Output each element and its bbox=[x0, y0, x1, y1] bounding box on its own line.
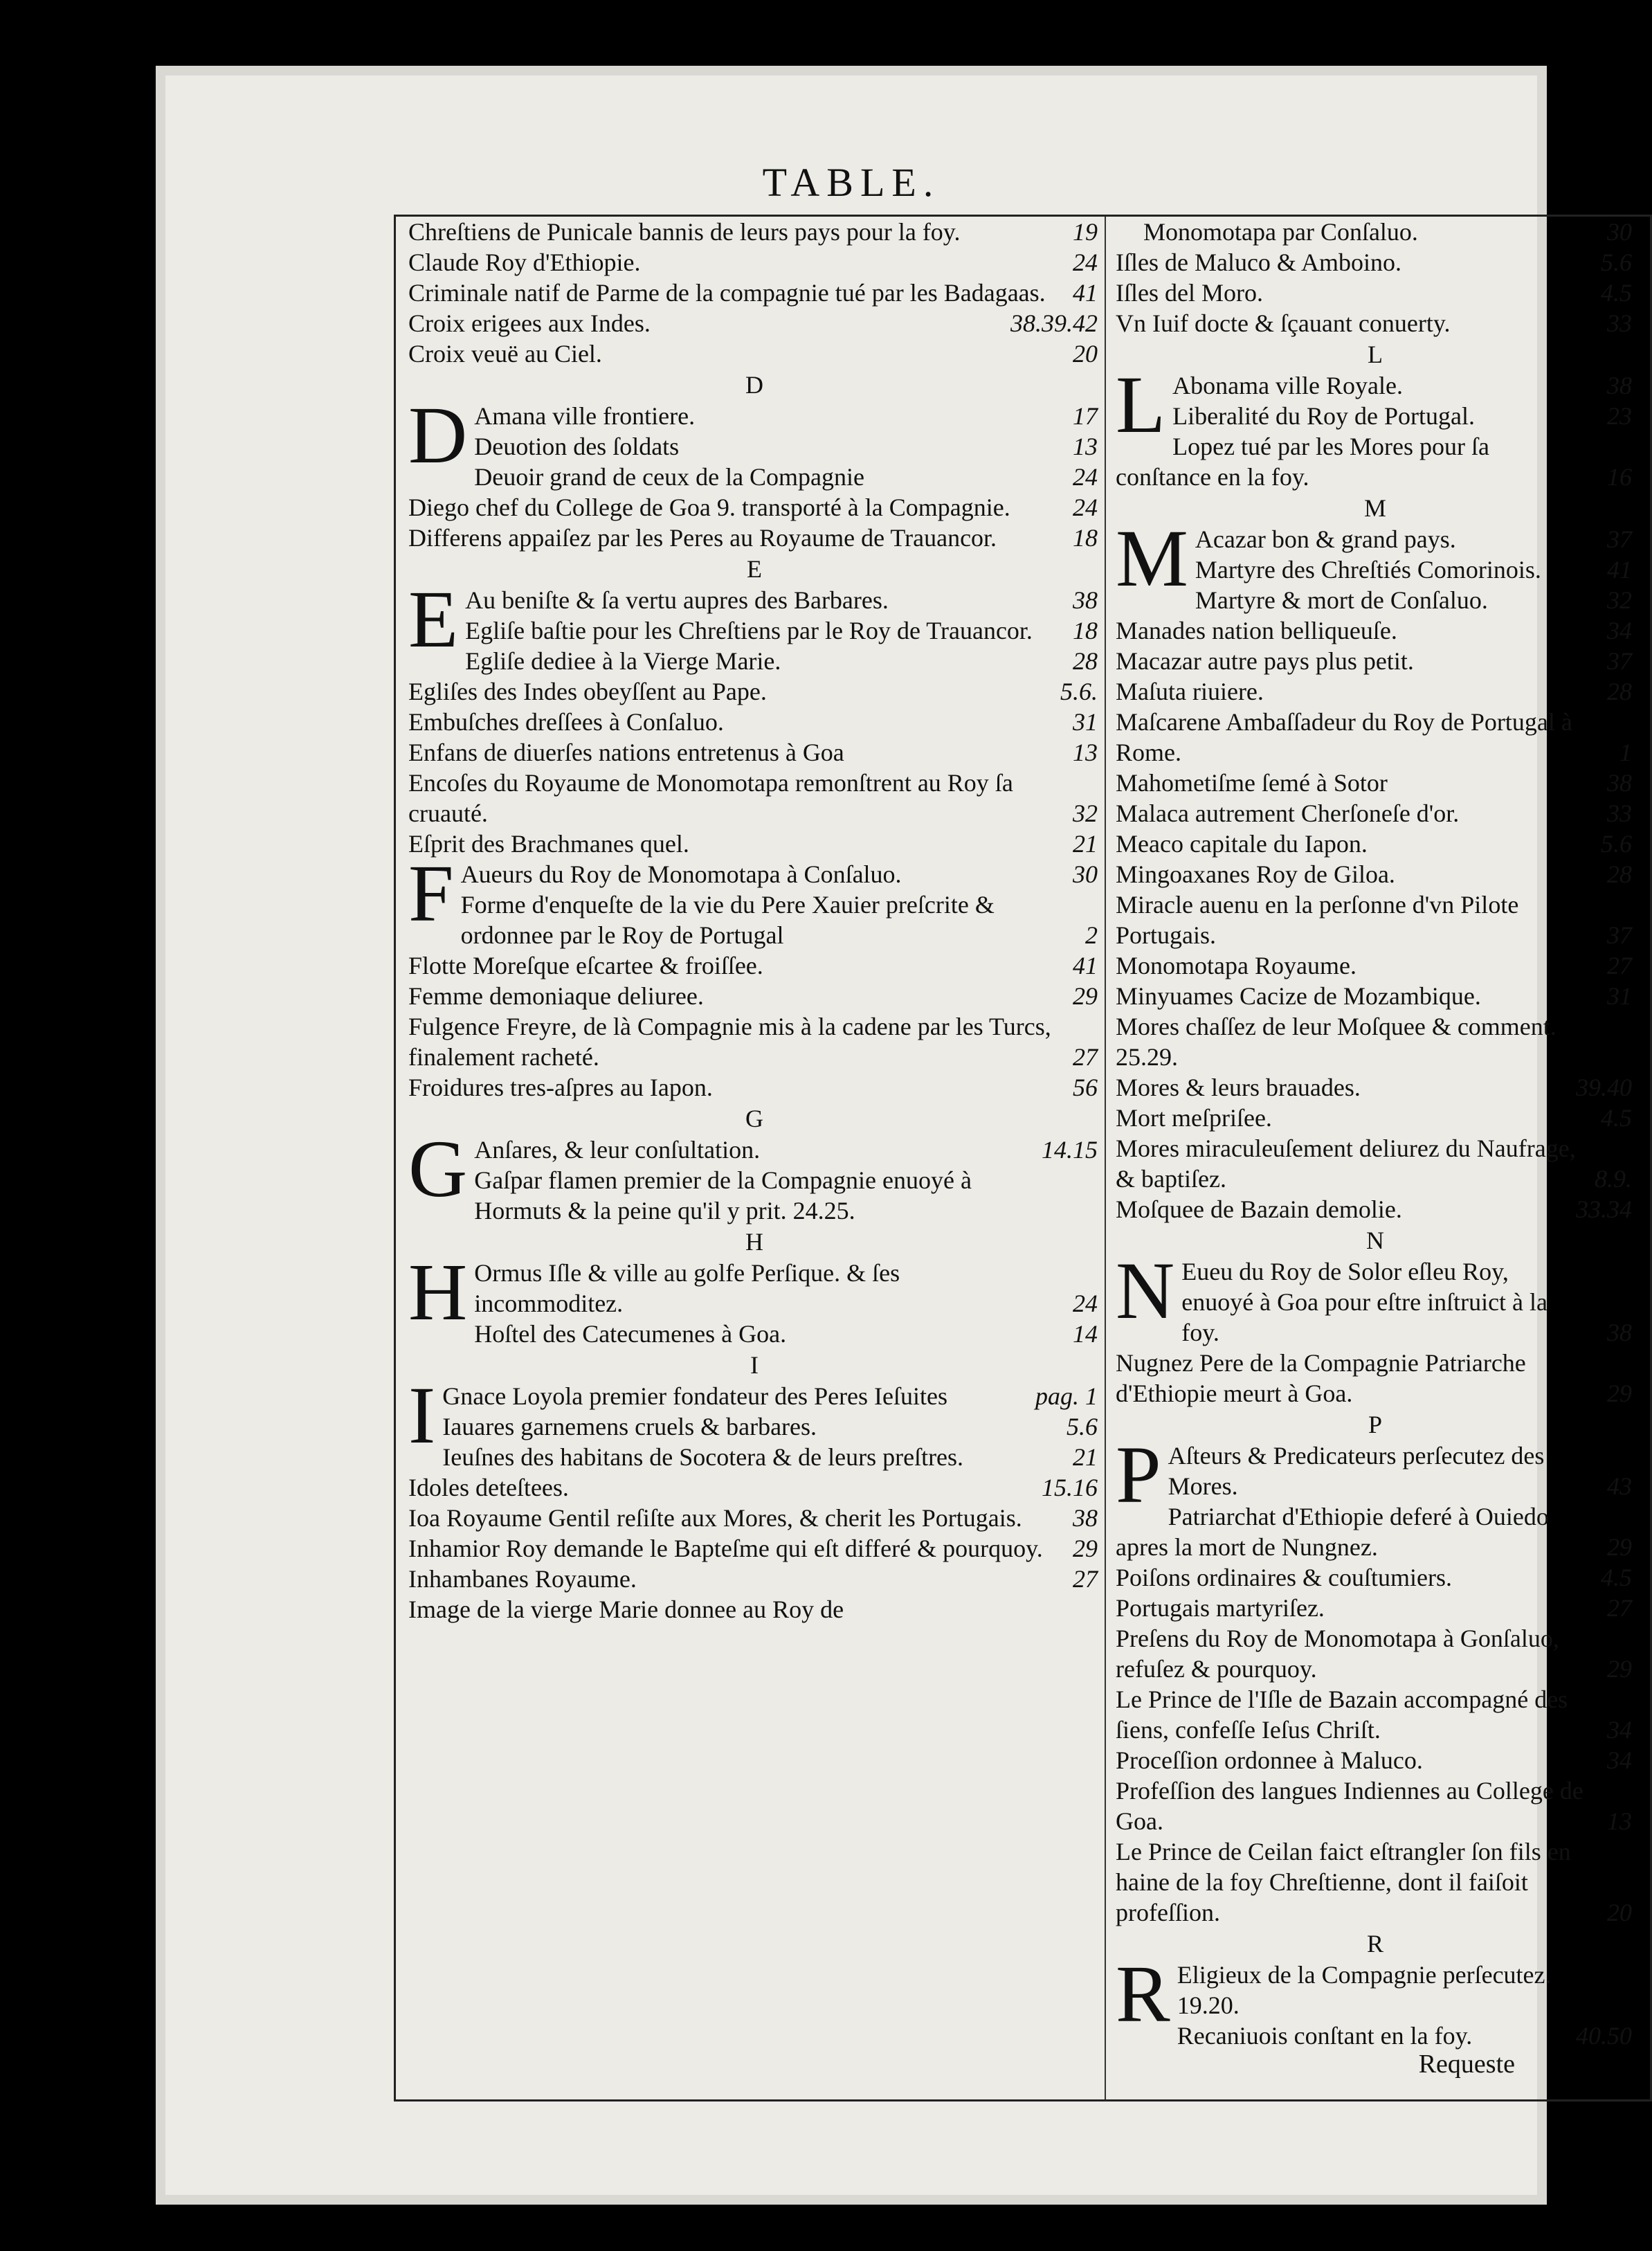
index-entry bbox=[408, 889, 1100, 950]
page-number: 24 bbox=[1073, 494, 1098, 521]
entry-text: Meaco capitale du Iapon. bbox=[1116, 830, 1368, 858]
page-number: 38.39.42 bbox=[1010, 309, 1098, 337]
page-number: 41 bbox=[1073, 279, 1098, 307]
index-entry bbox=[1116, 585, 1635, 615]
page-number: 37 bbox=[1607, 921, 1632, 949]
index-entry bbox=[1116, 829, 1635, 859]
entry-text: Mores miraculeuſement deliurez du Naufrage, & baptiſez. bbox=[1116, 1134, 1576, 1193]
index-entry bbox=[408, 278, 1100, 308]
section-letter: M bbox=[1363, 494, 1386, 522]
entry-text: Gaſpar flamen premier de la Compagnie enuoyé à Hormuts & la peine qu'il y prit. 24.25. bbox=[474, 1166, 972, 1224]
entry-text: Croix erigees aux Indes. bbox=[408, 309, 651, 337]
book-page bbox=[156, 66, 1632, 2205]
index-entry bbox=[1116, 1623, 1635, 1684]
entry-text: Vn Iuif docte & ſçauant conuerty. bbox=[1116, 309, 1451, 337]
entry-text: Abonama ville Royale. bbox=[1172, 372, 1404, 399]
entry-text: Eligieux de la Compagnie perſecutez. 19.20. bbox=[1177, 1961, 1552, 2019]
page-number: 20 bbox=[1607, 1899, 1632, 1926]
index-entry bbox=[1116, 1072, 1635, 1103]
page-number: 24 bbox=[1073, 463, 1098, 491]
entry-text: Idoles deteſtees. bbox=[408, 1474, 569, 1501]
page-number: 19 bbox=[1073, 218, 1098, 246]
index-entry bbox=[1116, 1245, 1635, 1348]
entry-text: Froidures tres-aſpres au Iapon. bbox=[408, 1074, 713, 1101]
index-column-right bbox=[1116, 217, 1635, 2099]
entry-text: Deuotion des ſoldats bbox=[474, 433, 680, 460]
page-number: 29 bbox=[1073, 982, 1098, 1010]
section-letter: H bbox=[745, 1228, 763, 1256]
entry-text: Lopez tué par les Mores pour ſa conſtance en la foy. bbox=[1116, 433, 1489, 491]
index-entry bbox=[408, 1533, 1100, 1564]
entry-text: Differens appaiſez par les Peres au Royaume de Trauancor. bbox=[408, 524, 997, 552]
page-number: 38 bbox=[1073, 586, 1098, 614]
drop-initial: L bbox=[1116, 359, 1166, 450]
entry-text: Monomotapa par Conſaluo. bbox=[1143, 218, 1418, 246]
page-number: 5.6 bbox=[1601, 830, 1632, 858]
page-number: 29 bbox=[1607, 1380, 1632, 1407]
page-number: 38 bbox=[1607, 769, 1632, 797]
index-entry bbox=[408, 1134, 1100, 1165]
page-number: 29 bbox=[1607, 1533, 1632, 1561]
index-entry bbox=[1116, 676, 1635, 707]
index-entry bbox=[408, 676, 1100, 707]
section-letter: L bbox=[1368, 341, 1383, 368]
index-entry bbox=[408, 1381, 1100, 1411]
index-entry bbox=[408, 431, 1100, 462]
page-number: 13 bbox=[1607, 1807, 1632, 1835]
index-entry bbox=[1116, 859, 1635, 889]
page-number: 27 bbox=[1073, 1565, 1098, 1593]
index-entry bbox=[1116, 1960, 1635, 2021]
column-divider bbox=[1105, 217, 1106, 2099]
index-entry bbox=[408, 1503, 1100, 1533]
entry-text: Chreſtiens de Punicale bannis de leurs pays pour la foy. bbox=[408, 218, 961, 246]
index-entry bbox=[408, 217, 1100, 247]
index-entry bbox=[1116, 217, 1635, 247]
page-number: 29 bbox=[1073, 1535, 1098, 1562]
index-entry bbox=[408, 859, 1100, 889]
entry-text: Amana ville frontiere. bbox=[474, 402, 696, 430]
section-letter: I bbox=[750, 1351, 759, 1379]
index-entry bbox=[408, 1564, 1100, 1594]
page-number: 39.40 bbox=[1576, 1074, 1632, 1101]
index-entry bbox=[1116, 1133, 1635, 1194]
index-entry bbox=[1116, 1440, 1635, 1501]
entry-text: Croix veuë au Ciel. bbox=[408, 340, 602, 368]
page-number: 32 bbox=[1073, 799, 1098, 827]
index-entry bbox=[1116, 889, 1635, 950]
page-number: 5.6 bbox=[1601, 248, 1632, 276]
page-title: TABLE. bbox=[762, 160, 941, 205]
entry-text: Femme demoniaque deliuree. bbox=[408, 982, 704, 1010]
index-entry bbox=[1116, 768, 1635, 798]
page-number: 18 bbox=[1073, 524, 1098, 552]
entry-text: Malaca autrement Cherſoneſe d'or. bbox=[1116, 799, 1460, 827]
index-entry bbox=[408, 1319, 1100, 1349]
index-entry bbox=[1116, 1194, 1635, 1224]
entry-text: Proceſſion ordonnee à Maluco. bbox=[1116, 1746, 1423, 1774]
page-number: 28 bbox=[1607, 860, 1632, 888]
index-entry bbox=[1116, 798, 1635, 829]
index-entry bbox=[1116, 981, 1635, 1011]
page-number: 16 bbox=[1607, 463, 1632, 491]
entry-text: Iſles de Maluco & Amboino. bbox=[1116, 248, 1401, 276]
drop-initial: H bbox=[408, 1247, 468, 1337]
entry-text: Fulgence Freyre, de là Compagnie mis à la cadene par les Turcs, finalement racheté. bbox=[408, 1013, 1051, 1071]
index-entry bbox=[1116, 1103, 1635, 1133]
entry-text: Aueurs du Roy de Monomotapa à Conſaluo. bbox=[460, 860, 902, 888]
entry-text: Claude Roy d'Ethiopie. bbox=[408, 248, 641, 276]
index-entry bbox=[1116, 1562, 1635, 1593]
entry-text: Profeſſion des langues Indiennes au College de Goa. bbox=[1116, 1777, 1583, 1835]
index-entry bbox=[1116, 1348, 1635, 1409]
drop-initial: G bbox=[408, 1123, 468, 1214]
page-number: 27 bbox=[1607, 952, 1632, 979]
page-number: 38 bbox=[1073, 1504, 1098, 1532]
drop-initial: I bbox=[408, 1370, 436, 1461]
page-number: 37 bbox=[1607, 525, 1632, 553]
index-entry bbox=[408, 1442, 1100, 1472]
page-number: 33 bbox=[1607, 799, 1632, 827]
page-number: 43 bbox=[1607, 1472, 1632, 1500]
entry-text: Anſares, & leur conſultation. bbox=[474, 1136, 761, 1164]
page-number: 23 bbox=[1607, 402, 1632, 430]
page-number: 27 bbox=[1607, 1594, 1632, 1622]
entry-text: Patriarchat d'Ethiopie deferé à Ouiedo apres la mort de Nungnez. bbox=[1116, 1503, 1549, 1561]
page-number: 34 bbox=[1607, 1716, 1632, 1744]
drop-initial: N bbox=[1116, 1245, 1175, 1336]
index-entry bbox=[1116, 431, 1635, 492]
page-number: 24 bbox=[1073, 248, 1098, 276]
page-number: 1 bbox=[1619, 739, 1632, 766]
catchword: Requeste bbox=[1418, 2050, 1515, 2079]
page-number: 56 bbox=[1073, 1074, 1098, 1101]
index-entry bbox=[408, 829, 1100, 859]
index-entry bbox=[408, 462, 1100, 492]
page-number: 31 bbox=[1607, 982, 1632, 1010]
drop-initial: F bbox=[408, 848, 454, 939]
entry-text: Aſteurs & Predicateurs perſecutez des Mores. bbox=[1168, 1442, 1545, 1500]
index-entry bbox=[408, 1165, 1100, 1226]
entry-text: Portugais martyriſez. bbox=[1116, 1594, 1325, 1622]
entry-text: Poiſons ordinaires & couſtumiers. bbox=[1116, 1564, 1452, 1591]
entry-text: Hoſtel des Catecumenes à Goa. bbox=[474, 1320, 787, 1348]
drop-initial: P bbox=[1116, 1429, 1161, 1520]
index-entry bbox=[1116, 401, 1635, 431]
entry-text: Maſcarene Ambaſſadeur du Roy de Portugal à Rome. bbox=[1116, 708, 1572, 766]
index-entry bbox=[1116, 278, 1635, 308]
index-entry bbox=[1116, 646, 1635, 676]
entry-text: Monomotapa Royaume. bbox=[1116, 952, 1356, 979]
index-entry bbox=[1116, 1836, 1635, 1928]
index-entry bbox=[408, 401, 1100, 431]
page-number: 32 bbox=[1607, 586, 1632, 614]
page-number: 33 bbox=[1607, 309, 1632, 337]
section-letter: N bbox=[1366, 1227, 1384, 1254]
entry-text: Encoſes du Royaume de Monomotapa remonſtrent au Roy ſa cruauté. bbox=[408, 769, 1013, 827]
entry-text: Criminale natif de Parme de la compagnie tué par les Badagaas. bbox=[408, 279, 1046, 307]
index-entry bbox=[408, 1594, 1100, 1625]
entry-text: Iſles del Moro. bbox=[1116, 279, 1263, 307]
index-entry bbox=[408, 981, 1100, 1011]
entry-text: Martyre & mort de Conſaluo. bbox=[1195, 586, 1488, 614]
index-entry bbox=[408, 492, 1100, 523]
entry-text: Le Prince de Ceilan faict eſtrangler ſon fils en haine de la foy Chreſtienne, dont il faiſoit profeſſion. bbox=[1116, 1838, 1571, 1926]
page-number: 34 bbox=[1607, 1746, 1632, 1774]
page-number: 34 bbox=[1607, 617, 1632, 644]
index-entry bbox=[408, 1072, 1100, 1103]
entry-text: Preſens du Roy de Monomotapa à Gonſaluo, refuſez & pourquoy. bbox=[1116, 1625, 1559, 1683]
page-number: pag. 1 bbox=[1035, 1382, 1098, 1410]
index-entry bbox=[408, 585, 1100, 615]
page-number: 29 bbox=[1607, 1655, 1632, 1683]
index-entry bbox=[1116, 1775, 1635, 1836]
entry-text: Au beniſte & ſa vertu aupres des Barbares. bbox=[465, 586, 889, 614]
page-number: 2 bbox=[1085, 921, 1098, 949]
index-entry bbox=[408, 1411, 1100, 1442]
drop-initial: M bbox=[1116, 513, 1188, 604]
page-number: 5.6. bbox=[1060, 678, 1098, 705]
section-letter: R bbox=[1366, 1930, 1383, 1958]
index-entry bbox=[408, 737, 1100, 768]
page-number: 17 bbox=[1073, 402, 1098, 430]
section-group bbox=[1116, 1429, 1635, 1520]
page-number: 4.5 bbox=[1601, 1564, 1632, 1591]
page-number: 14 bbox=[1073, 1320, 1098, 1348]
index-entry bbox=[408, 338, 1100, 369]
index-entry bbox=[408, 1472, 1100, 1503]
entry-text: Mort meſpriſee. bbox=[1116, 1104, 1272, 1132]
entry-text: Image de la vierge Marie donnee au Roy de bbox=[408, 1595, 844, 1623]
index-entry bbox=[408, 768, 1100, 829]
page-number: 30 bbox=[1607, 218, 1632, 246]
entry-text: Mingoaxanes Roy de Giloa. bbox=[1116, 860, 1395, 888]
entry-text: Deuoir grand de ceux de la Compagnie bbox=[474, 463, 865, 491]
index-entry bbox=[1116, 615, 1635, 646]
entry-text: Recaniuois conſtant en la foy. bbox=[1177, 2022, 1473, 2050]
index-frame bbox=[394, 215, 1652, 2101]
section-letter: D bbox=[745, 371, 763, 399]
section-group bbox=[1116, 1245, 1635, 1348]
entry-text: Minyuames Cacize de Mozambique. bbox=[1116, 982, 1481, 1010]
index-entry bbox=[408, 247, 1100, 278]
index-entry bbox=[1116, 707, 1635, 768]
index-entry bbox=[1116, 1684, 1635, 1745]
page-number: 33.34 bbox=[1576, 1195, 1632, 1223]
entry-text: Egliſe baſtie pour les Chreſtiens par le Roy de Trauancor. bbox=[465, 617, 1033, 644]
entry-text: Acazar bon & grand pays. bbox=[1195, 525, 1456, 553]
entry-text: Inhamior Roy demande le Bapteſme qui eſt differé & pourquoy. bbox=[408, 1535, 1043, 1562]
page-number: 28 bbox=[1607, 678, 1632, 705]
entry-text: Nugnez Pere de la Compagnie Patriarche d'Ethiopie meurt à Goa. bbox=[1116, 1349, 1526, 1407]
section-letter: E bbox=[747, 555, 762, 583]
entry-text: Miracle auenu en la perſonne d'vn Pilote Portugais. bbox=[1116, 891, 1519, 949]
entry-text: Forme d'enqueſte de la vie du Pere Xauier preſcrite & ordonnee par le Roy de Portugal bbox=[460, 891, 995, 949]
entry-text: Mores & leurs brauades. bbox=[1116, 1074, 1361, 1101]
page-number: 30 bbox=[1073, 860, 1098, 888]
entry-text: Iauares garnemens cruels & barbares. bbox=[442, 1413, 817, 1440]
page-number: 21 bbox=[1073, 830, 1098, 858]
drop-initial: R bbox=[1116, 1949, 1170, 2039]
entry-text: Eueu du Roy de Solor eſleu Roy, enuoyé à Goa pour eſtre inſtruict à la foy. bbox=[1181, 1258, 1548, 1346]
index-entry bbox=[408, 950, 1100, 981]
page-number: 21 bbox=[1073, 1443, 1098, 1471]
entry-text: Liberalité du Roy de Portugal. bbox=[1172, 402, 1475, 430]
entry-text: Ieuſnes des habitans de Socotera & de leurs preſtres. bbox=[442, 1443, 964, 1471]
entry-text: Gnace Loyola premier fondateur des Peres Ieſuites bbox=[442, 1382, 947, 1410]
page-number: 38 bbox=[1607, 1319, 1632, 1346]
index-entry bbox=[1116, 524, 1635, 554]
entry-text: Manades nation belliqueuſe. bbox=[1116, 617, 1397, 644]
index-entry bbox=[408, 308, 1100, 338]
page-number: 31 bbox=[1073, 708, 1098, 736]
index-entry bbox=[1116, 1011, 1635, 1072]
index-entry bbox=[1116, 1501, 1635, 1562]
page-number: 15.16 bbox=[1042, 1474, 1098, 1501]
index-entry bbox=[1116, 2021, 1635, 2051]
section-letter: G bbox=[745, 1105, 763, 1132]
index-entry bbox=[1116, 247, 1635, 278]
entry-text: Mahometiſme ſemé à Sotor bbox=[1116, 769, 1388, 797]
page-number: 41 bbox=[1073, 952, 1098, 979]
page-number: 18 bbox=[1073, 617, 1098, 644]
entry-text: Embuſches dreſſees à Conſaluo. bbox=[408, 708, 724, 736]
section-group bbox=[408, 1123, 1100, 1226]
entry-text: Egliſes des Indes obeyſſent au Pape. bbox=[408, 678, 767, 705]
index-column-left bbox=[408, 217, 1100, 2099]
entry-text: Mores chaſſez de leur Moſquee & comment. 25.29. bbox=[1116, 1013, 1556, 1071]
page-number: 5.6 bbox=[1066, 1413, 1098, 1440]
page-number: 13 bbox=[1073, 433, 1098, 460]
index-entry bbox=[1116, 1593, 1635, 1623]
entry-text: Enfans de diuerſes nations entretenus à Goa bbox=[408, 739, 844, 766]
index-entry bbox=[408, 615, 1100, 646]
page-number: 41 bbox=[1607, 556, 1632, 584]
page-number: 20 bbox=[1073, 340, 1098, 368]
section-group bbox=[1116, 359, 1635, 450]
entry-text: Inhambanes Royaume. bbox=[408, 1565, 637, 1593]
index-entry bbox=[408, 1011, 1100, 1072]
index-entry bbox=[1116, 554, 1635, 585]
index-entry bbox=[408, 646, 1100, 676]
drop-initial: D bbox=[408, 390, 468, 480]
entry-text: Martyre des Chreſtiés Comorinois. bbox=[1195, 556, 1541, 584]
index-entry bbox=[1116, 370, 1635, 401]
entry-text: Macazar autre pays plus petit. bbox=[1116, 647, 1414, 675]
entry-text: Egliſe dediee à la Vierge Marie. bbox=[465, 647, 781, 675]
index-entry bbox=[408, 523, 1100, 553]
entry-text: Moſquee de Bazain demolie. bbox=[1116, 1195, 1402, 1223]
drop-initial: E bbox=[408, 574, 459, 665]
entry-text: Eſprit des Brachmanes quel. bbox=[408, 830, 689, 858]
page-number: 13 bbox=[1073, 739, 1098, 766]
section-letter: P bbox=[1368, 1411, 1383, 1438]
entry-text: Ioa Royaume Gentil reſiſte aux Mores, & cherit les Portugais. bbox=[408, 1504, 1022, 1532]
entry-text: Ormus Iſle & ville au golfe Perſique. & ſes incommoditez. bbox=[474, 1259, 900, 1317]
index-entry bbox=[1116, 1745, 1635, 1775]
page-number: 27 bbox=[1073, 1043, 1098, 1071]
entry-text: Flotte Moreſque eſcartee & froiſſee. bbox=[408, 952, 763, 979]
entry-text: Le Prince de l'Iſle de Bazain accompagné des ſiens, confeſſe Ieſus Chriſt. bbox=[1116, 1685, 1568, 1744]
index-entry bbox=[1116, 950, 1635, 981]
index-entry bbox=[408, 707, 1100, 737]
page-number: 4.5 bbox=[1601, 1104, 1632, 1132]
page-number: 4.5 bbox=[1601, 279, 1632, 307]
index-entry bbox=[408, 1258, 1100, 1319]
page-number: 37 bbox=[1607, 647, 1632, 675]
page-number: 24 bbox=[1073, 1290, 1098, 1317]
page-number: 8.9. bbox=[1595, 1165, 1632, 1193]
entry-text: Diego chef du College de Goa 9. transporté à la Compagnie. bbox=[408, 494, 1010, 521]
page-number: 28 bbox=[1073, 647, 1098, 675]
page-number: 38 bbox=[1607, 372, 1632, 399]
page-number: 40.50 bbox=[1576, 2022, 1632, 2050]
entry-text: Maſuta riuiere. bbox=[1116, 678, 1264, 705]
index-entry bbox=[1116, 308, 1635, 338]
page-number: 14.15 bbox=[1042, 1136, 1098, 1164]
